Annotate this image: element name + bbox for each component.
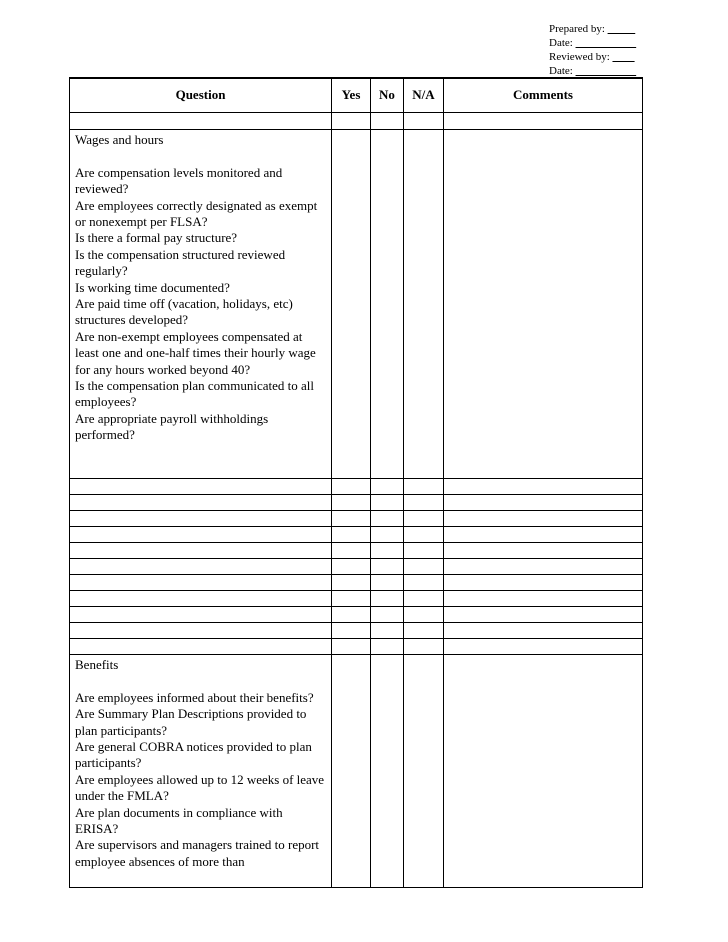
table-row (70, 113, 643, 130)
wages-questions-cell (70, 130, 332, 479)
yes-cell[interactable] (332, 511, 371, 527)
no-cell[interactable] (371, 130, 404, 479)
question-text: Are compensation levels monitored and reviewed? (75, 164, 283, 197)
no-cell[interactable] (371, 639, 404, 655)
na-column-header: N/A (404, 78, 444, 113)
question-cell (70, 527, 332, 543)
no-cell[interactable] (371, 623, 404, 639)
benefits-questions-cell (70, 655, 332, 888)
yes-cell[interactable] (332, 639, 371, 655)
comments-cell[interactable] (444, 543, 643, 559)
reviewed-by-line (549, 50, 642, 64)
question-cell (70, 511, 332, 527)
no-cell[interactable] (371, 575, 404, 591)
no-cell[interactable] (371, 479, 404, 495)
checklist-table (69, 77, 643, 888)
question-text: Are supervisors and managers trained to report employee absences of more than (75, 837, 320, 869)
yes-cell[interactable] (332, 559, 371, 575)
na-cell[interactable] (404, 479, 444, 495)
no-cell[interactable] (371, 591, 404, 607)
prepared-date-line (549, 36, 642, 50)
section-row-wages (70, 130, 643, 479)
na-cell[interactable] (404, 639, 444, 655)
comments-cell[interactable] (444, 655, 643, 888)
comments-column-header: Comments (444, 78, 643, 113)
comments-cell[interactable] (444, 559, 643, 575)
comments-cell[interactable] (444, 527, 643, 543)
question-cell (70, 639, 332, 655)
yes-cell[interactable] (332, 655, 371, 888)
na-cell[interactable] (404, 543, 444, 559)
question-cell (70, 495, 332, 511)
table-row (70, 543, 643, 559)
section-row-benefits (70, 655, 643, 888)
question-text: Are general COBRA notices provided to plan participants? (75, 739, 312, 771)
question-text: Is the compensation structured reviewed regularly? (75, 246, 286, 279)
table-row (70, 575, 643, 591)
no-cell[interactable] (371, 543, 404, 559)
yes-cell[interactable] (332, 575, 371, 591)
yes-cell[interactable] (332, 527, 371, 543)
prepared-by-blank[interactable]: _____ (607, 23, 636, 35)
question-cell (70, 543, 332, 559)
question-cell (70, 113, 332, 130)
table-row (70, 495, 643, 511)
yes-cell[interactable] (332, 479, 371, 495)
na-cell[interactable] (404, 655, 444, 888)
prepared-by-label: Prepared by: (549, 23, 605, 35)
question-text: Are appropriate payroll withholdings performed? (75, 410, 269, 443)
no-cell[interactable] (371, 495, 404, 511)
table-row (70, 591, 643, 607)
no-cell[interactable] (371, 607, 404, 623)
comments-cell[interactable] (444, 511, 643, 527)
question-cell (70, 607, 332, 623)
comments-cell[interactable] (444, 113, 643, 130)
section-title: Wages and hours (75, 132, 164, 147)
comments-cell[interactable] (444, 130, 643, 479)
section-title: Benefits (75, 657, 119, 672)
table-row (70, 607, 643, 623)
table-row (70, 511, 643, 527)
reviewed-date-line (549, 64, 642, 78)
comments-cell[interactable] (444, 591, 643, 607)
comments-cell[interactable] (444, 639, 643, 655)
yes-cell[interactable] (332, 495, 371, 511)
no-cell[interactable] (371, 113, 404, 130)
table-row (70, 559, 643, 575)
comments-cell[interactable] (444, 479, 643, 495)
reviewed-date-blank[interactable]: ___________ (575, 65, 637, 77)
question-text: Is there a formal pay structure? (75, 230, 238, 246)
question-cell (70, 479, 332, 495)
table-row (70, 623, 643, 639)
yes-cell[interactable] (332, 543, 371, 559)
question-cell (70, 623, 332, 639)
table-row (70, 527, 643, 543)
reviewed-date-label: Date: (549, 65, 573, 77)
prepared-date-blank[interactable]: ___________ (575, 37, 637, 49)
no-cell[interactable] (371, 511, 404, 527)
yes-cell[interactable] (332, 623, 371, 639)
comments-cell[interactable] (444, 623, 643, 639)
question-cell (70, 591, 332, 607)
table-row (70, 639, 643, 655)
yes-cell[interactable] (332, 113, 371, 130)
yes-column-header: Yes (332, 78, 371, 113)
no-cell[interactable] (371, 559, 404, 575)
comments-cell[interactable] (444, 607, 643, 623)
question-text: Are plan documents in compliance with ERISA? (75, 804, 283, 837)
empty-rows-group (70, 479, 643, 655)
document-header (549, 22, 642, 78)
na-cell[interactable] (404, 575, 444, 591)
question-text: Are employees informed about their benefits? (75, 689, 314, 705)
na-cell[interactable] (404, 113, 444, 130)
yes-cell[interactable] (332, 591, 371, 607)
question-text: Are employees allowed up to 12 weeks of leave under the FMLA? (75, 771, 325, 804)
comments-cell[interactable] (444, 495, 643, 511)
reviewed-by-label: Reviewed by: (549, 51, 610, 63)
question-cell (70, 559, 332, 575)
yes-cell[interactable] (332, 607, 371, 623)
question-text: Are non-exempt employees compensated at least one and one-half times their hourly wage for any hours worked beyond 40? (75, 328, 316, 377)
question-text: Is the compensation plan communicated to all employees? (75, 378, 314, 410)
na-cell[interactable] (404, 559, 444, 575)
na-cell[interactable] (404, 511, 444, 527)
table-row (70, 479, 643, 495)
question-column-header: Question (70, 78, 332, 113)
na-cell[interactable] (404, 495, 444, 511)
reviewed-by-blank[interactable]: ____ (612, 51, 635, 63)
no-column-header: No (371, 78, 404, 113)
question-text: Is working time documented? (75, 279, 230, 295)
question-text: Are paid time off (vacation, holidays, etc) structures developed? (75, 296, 293, 328)
question-cell (70, 575, 332, 591)
na-cell[interactable] (404, 591, 444, 607)
question-text: Are Summary Plan Descriptions provided to plan participants? (75, 706, 307, 738)
yes-cell[interactable] (332, 130, 371, 479)
no-cell[interactable] (371, 655, 404, 888)
na-cell[interactable] (404, 130, 444, 479)
prepared-by-line (549, 22, 642, 36)
prepared-date-label: Date: (549, 37, 573, 49)
comments-cell[interactable] (444, 575, 643, 591)
no-cell[interactable] (371, 527, 404, 543)
na-cell[interactable] (404, 527, 444, 543)
na-cell[interactable] (404, 607, 444, 623)
table-header-row (70, 78, 643, 113)
question-text: Are employees correctly designated as exempt or nonexempt per FLSA? (75, 197, 318, 230)
na-cell[interactable] (404, 623, 444, 639)
